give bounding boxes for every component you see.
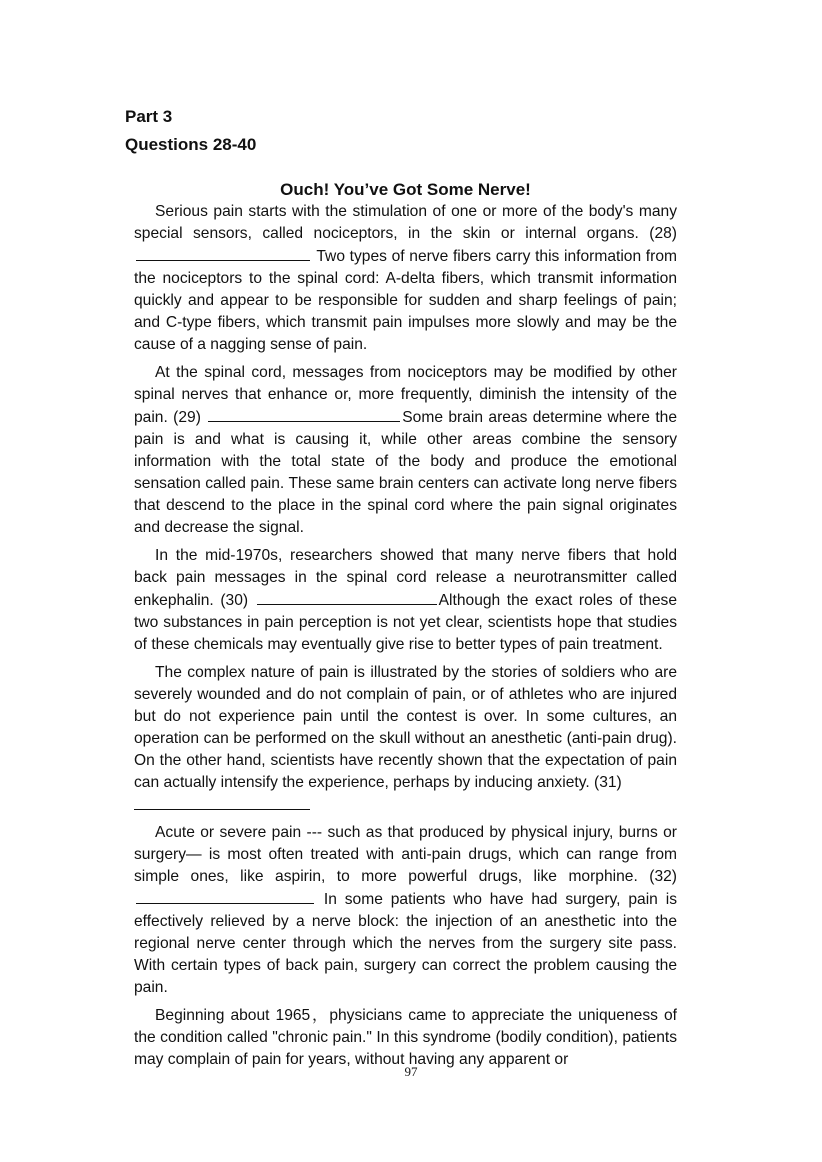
paragraph-2-text-after: Some brain areas determine where the pain is and what is causing it, while other areas combine the sensory information with the total state of the body and produce the emotional sensation called pain. These same brain centers can activate long nerve fibers that descend to the place in the spinal cord where the pain signal originates and decrease the signal. <box>134 409 677 536</box>
article-title: Ouch! You’ve Got Some Nerve! <box>280 180 531 199</box>
paragraph-4-text: The complex nature of pain is illustrated by the stories of soldiers who are severely wounded and do not complain of pain, or of athletes who are injured but do not experience pain until the contest is over. In some cultures, an operation can be performed on the skull without an anesthetic (anti-pain drug). On the other hand, scientists have recently shown that the expectation of pain can actually intensify the experience, perhaps by inducing anxiety. (31) <box>134 664 677 791</box>
paragraph-4 <box>134 662 677 794</box>
paragraph-6 <box>134 1005 677 1071</box>
paragraph-3-text-after: Although the exact roles of these two substances in pain perception is not yet clear, scientists hope that studies of these chemicals may eventually give rise to better types of pain treatment. <box>134 592 677 653</box>
paragraph-5-text-before: Acute or severe pain --- such as that produced by physical injury, burns or surgery— is most often treated with anti-pain drugs, which can range from simple ones, like aspirin, to more powerful drugs, like morphine. (32) <box>134 824 677 885</box>
paragraph-6-text: Beginning about 1965，physicians came to appreciate the uniqueness of the condition called "chronic pain." In this syndrome (bodily condition), patients may complain of pain for years, without having any apparent or <box>134 1007 677 1068</box>
answer-line-31 <box>134 794 677 816</box>
paragraph-3-text-before: In the mid-1970s, researchers showed that many nerve fibers that hold back pain messages in the spinal cord release a neurotransmitter called enkephalin. (30) <box>134 547 677 609</box>
paragraph-5-text-after: In some patients who have had surgery, pain is effectively relieved by a nerve block: the injection of an anesthetic into the regional nerve center through which the nerves from the surgery site pass. With certain types of back pain, surgery can correct the problem causing the pain. <box>134 891 677 996</box>
answer-blank-28[interactable] <box>136 245 310 261</box>
paragraph-5 <box>134 822 677 999</box>
paragraph-1-text-after: Two types of nerve fibers carry this information from the nociceptors to the spinal cord: A-delta fibers, which transmit information quickly and appear to be responsible for sudden and sharp feelings of pain; and C-type fibers, which transmit pain impulses more slowly and may be the cause of a nagging sense of pain. <box>134 248 677 353</box>
page-number: 97 <box>404 1064 418 1079</box>
answer-blank-31[interactable] <box>134 794 310 810</box>
article-body <box>134 201 677 1077</box>
paragraph-2 <box>134 362 677 539</box>
questions-heading: Questions 28-40 <box>125 135 257 154</box>
paragraph-3 <box>134 545 677 656</box>
answer-blank-30[interactable] <box>257 589 437 605</box>
paragraph-1-text-before: Serious pain starts with the stimulation of one or more of the body's many special sensors, called nociceptors, in the skin or internal organs. (28) <box>134 203 677 242</box>
paragraph-1 <box>134 201 677 356</box>
paragraph-2-text-before: At the spinal cord, messages from nociceptors may be modified by other spinal nerves that enhance or, more frequently, diminish the intensity of the pain. (29) <box>134 364 677 426</box>
answer-blank-32[interactable] <box>136 888 314 904</box>
answer-blank-29[interactable] <box>208 406 400 422</box>
part-heading: Part 3 <box>125 107 173 126</box>
